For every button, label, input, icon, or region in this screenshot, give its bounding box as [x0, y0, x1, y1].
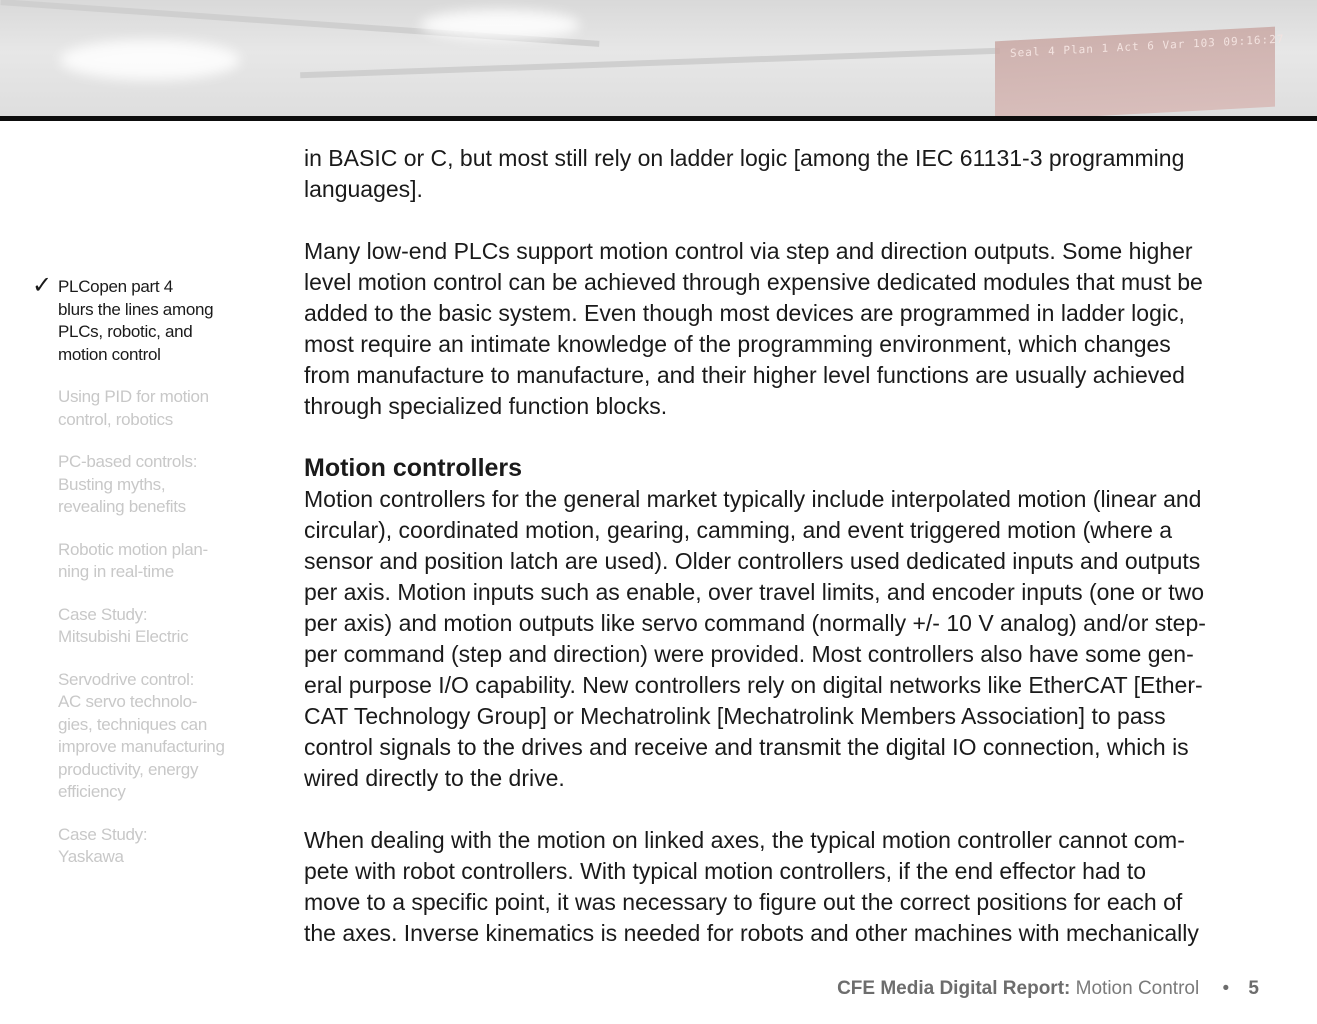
text-line: Motion controllers for the general market typically include interpolated motion (linear and: [304, 486, 1202, 512]
toc-link-label: Busting myths,: [58, 474, 166, 494]
toc-link-label: productivity, energy: [58, 759, 199, 779]
text-line: level motion control can be achieved through expensive dedicated modules that must be: [304, 269, 1203, 295]
toc-link-label: gies, techniques can: [58, 714, 207, 734]
text-line: the axes. Inverse kinematics is needed for robots and other machines with mechanically: [304, 920, 1199, 946]
ceiling-light: [60, 40, 240, 80]
footer-bullet: •: [1222, 978, 1230, 999]
text-line: added to the basic system. Even though most devices are programmed in ladder logic,: [304, 300, 1185, 326]
paragraph: [304, 484, 1269, 794]
section-heading: Motion controllers: [304, 454, 523, 482]
toc-link-4[interactable]: [32, 604, 242, 649]
text-line: circular), coordinated motion, gearing, camming, and event triggered motion (where a: [304, 517, 1173, 543]
text-line: in BASIC or C, but most still rely on ladder logic [among the IEC 61131-3 programming: [304, 145, 1185, 171]
paragraph: [304, 236, 1269, 422]
text-line: per axis) and motion outputs like servo command (normally +/- 10 V analog) and/or step-: [304, 610, 1206, 636]
checkmark-icon: ✓: [32, 271, 52, 299]
toc-link-label: PC-based controls:: [58, 452, 198, 471]
toc-link-label: Yaskawa: [58, 847, 124, 866]
page-footer: [837, 978, 1259, 1000]
toc-link-label: Case Study:: [58, 604, 148, 624]
text-line: When dealing with the motion on linked axes, the typical motion controller cannot com-: [304, 827, 1185, 853]
text-line: wired directly to the drive.: [304, 765, 565, 791]
toc-link-label: efficiency: [58, 782, 126, 801]
text-line: pete with robot controllers. With typical motion controllers, if the end effector had to: [304, 858, 1147, 884]
toc-link-label: motion control: [58, 344, 161, 364]
display-board-text: Seal 4 Plan 1 Act 6 Var 103 09:16:27: [1010, 32, 1285, 60]
toc-link-label: Servodrive control:: [58, 669, 195, 689]
paragraph: [304, 825, 1269, 949]
toc-link-3[interactable]: [32, 539, 242, 584]
toc-link-label: Robotic motion plan-: [58, 539, 208, 559]
toc-link-label: AC servo technolo-: [58, 692, 198, 711]
page-number: 5: [1248, 978, 1259, 999]
text-line: per axis. Motion inputs such as enable, over travel limits, and encoder inputs (one or two: [304, 579, 1205, 605]
toc-link-0[interactable]: [32, 271, 242, 366]
header-rule: [0, 116, 1317, 121]
toc-link-label: ning in real-time: [58, 562, 174, 581]
toc-link-5[interactable]: [32, 669, 242, 804]
header-photo: [0, 0, 1317, 116]
toc-link-label: revealing benefits: [58, 497, 186, 516]
text-line: move to a specific point, it was necessary to figure out the correct positions for each of: [304, 889, 1183, 915]
text-line: from manufacture to manufacture, and their higher level functions are usually achieved: [304, 362, 1185, 388]
text-line: eral purpose I/O capability. New controllers rely on digital networks like EtherCAT [Ether-: [304, 672, 1203, 698]
article-body: [304, 143, 1269, 949]
toc-link-label: Mitsubishi Electric: [58, 627, 189, 646]
footer-publication: CFE Media Digital Report:: [837, 978, 1071, 999]
text-line: control signals to the drives and receive and transmit the digital IO connection, which is: [304, 734, 1189, 760]
toc-link-label: Using PID for motion: [58, 387, 209, 406]
text-line: through specialized function blocks.: [304, 393, 668, 419]
toc-link-label: PLCopen part 4: [58, 277, 173, 296]
toc-link-label: PLCs, robotic, and: [58, 322, 193, 341]
paragraph: [304, 143, 1269, 205]
text-line: most require an intimate knowledge of the programming environment, which changes: [304, 331, 1171, 357]
text-line: Many low-end PLCs support motion control via step and direction outputs. Some higher: [304, 238, 1193, 264]
text-line: languages].: [304, 176, 423, 202]
toc-link-6[interactable]: [32, 824, 242, 869]
ceiling-beam: [300, 48, 1000, 78]
ceiling-light: [420, 10, 580, 40]
toc-link-label: blurs the lines among: [58, 299, 214, 319]
toc-link-2[interactable]: [32, 451, 242, 519]
toc-link-label: improve manufacturing: [58, 737, 225, 756]
text-line: sensor and position latch are used). Older controllers used dedicated inputs and outputs: [304, 548, 1201, 574]
text-line: per command (step and direction) were provided. Most controllers also have some gen-: [304, 641, 1194, 667]
toc-link-1[interactable]: [32, 386, 242, 431]
text-line: CAT Technology Group] or Mechatrolink [Mechatrolink Members Association] to pass: [304, 703, 1166, 729]
sidebar-toc: [32, 271, 242, 889]
toc-link-label: Case Study:: [58, 824, 148, 844]
footer-section: Motion Control: [1075, 978, 1200, 999]
toc-link-label: control, robotics: [58, 409, 173, 429]
